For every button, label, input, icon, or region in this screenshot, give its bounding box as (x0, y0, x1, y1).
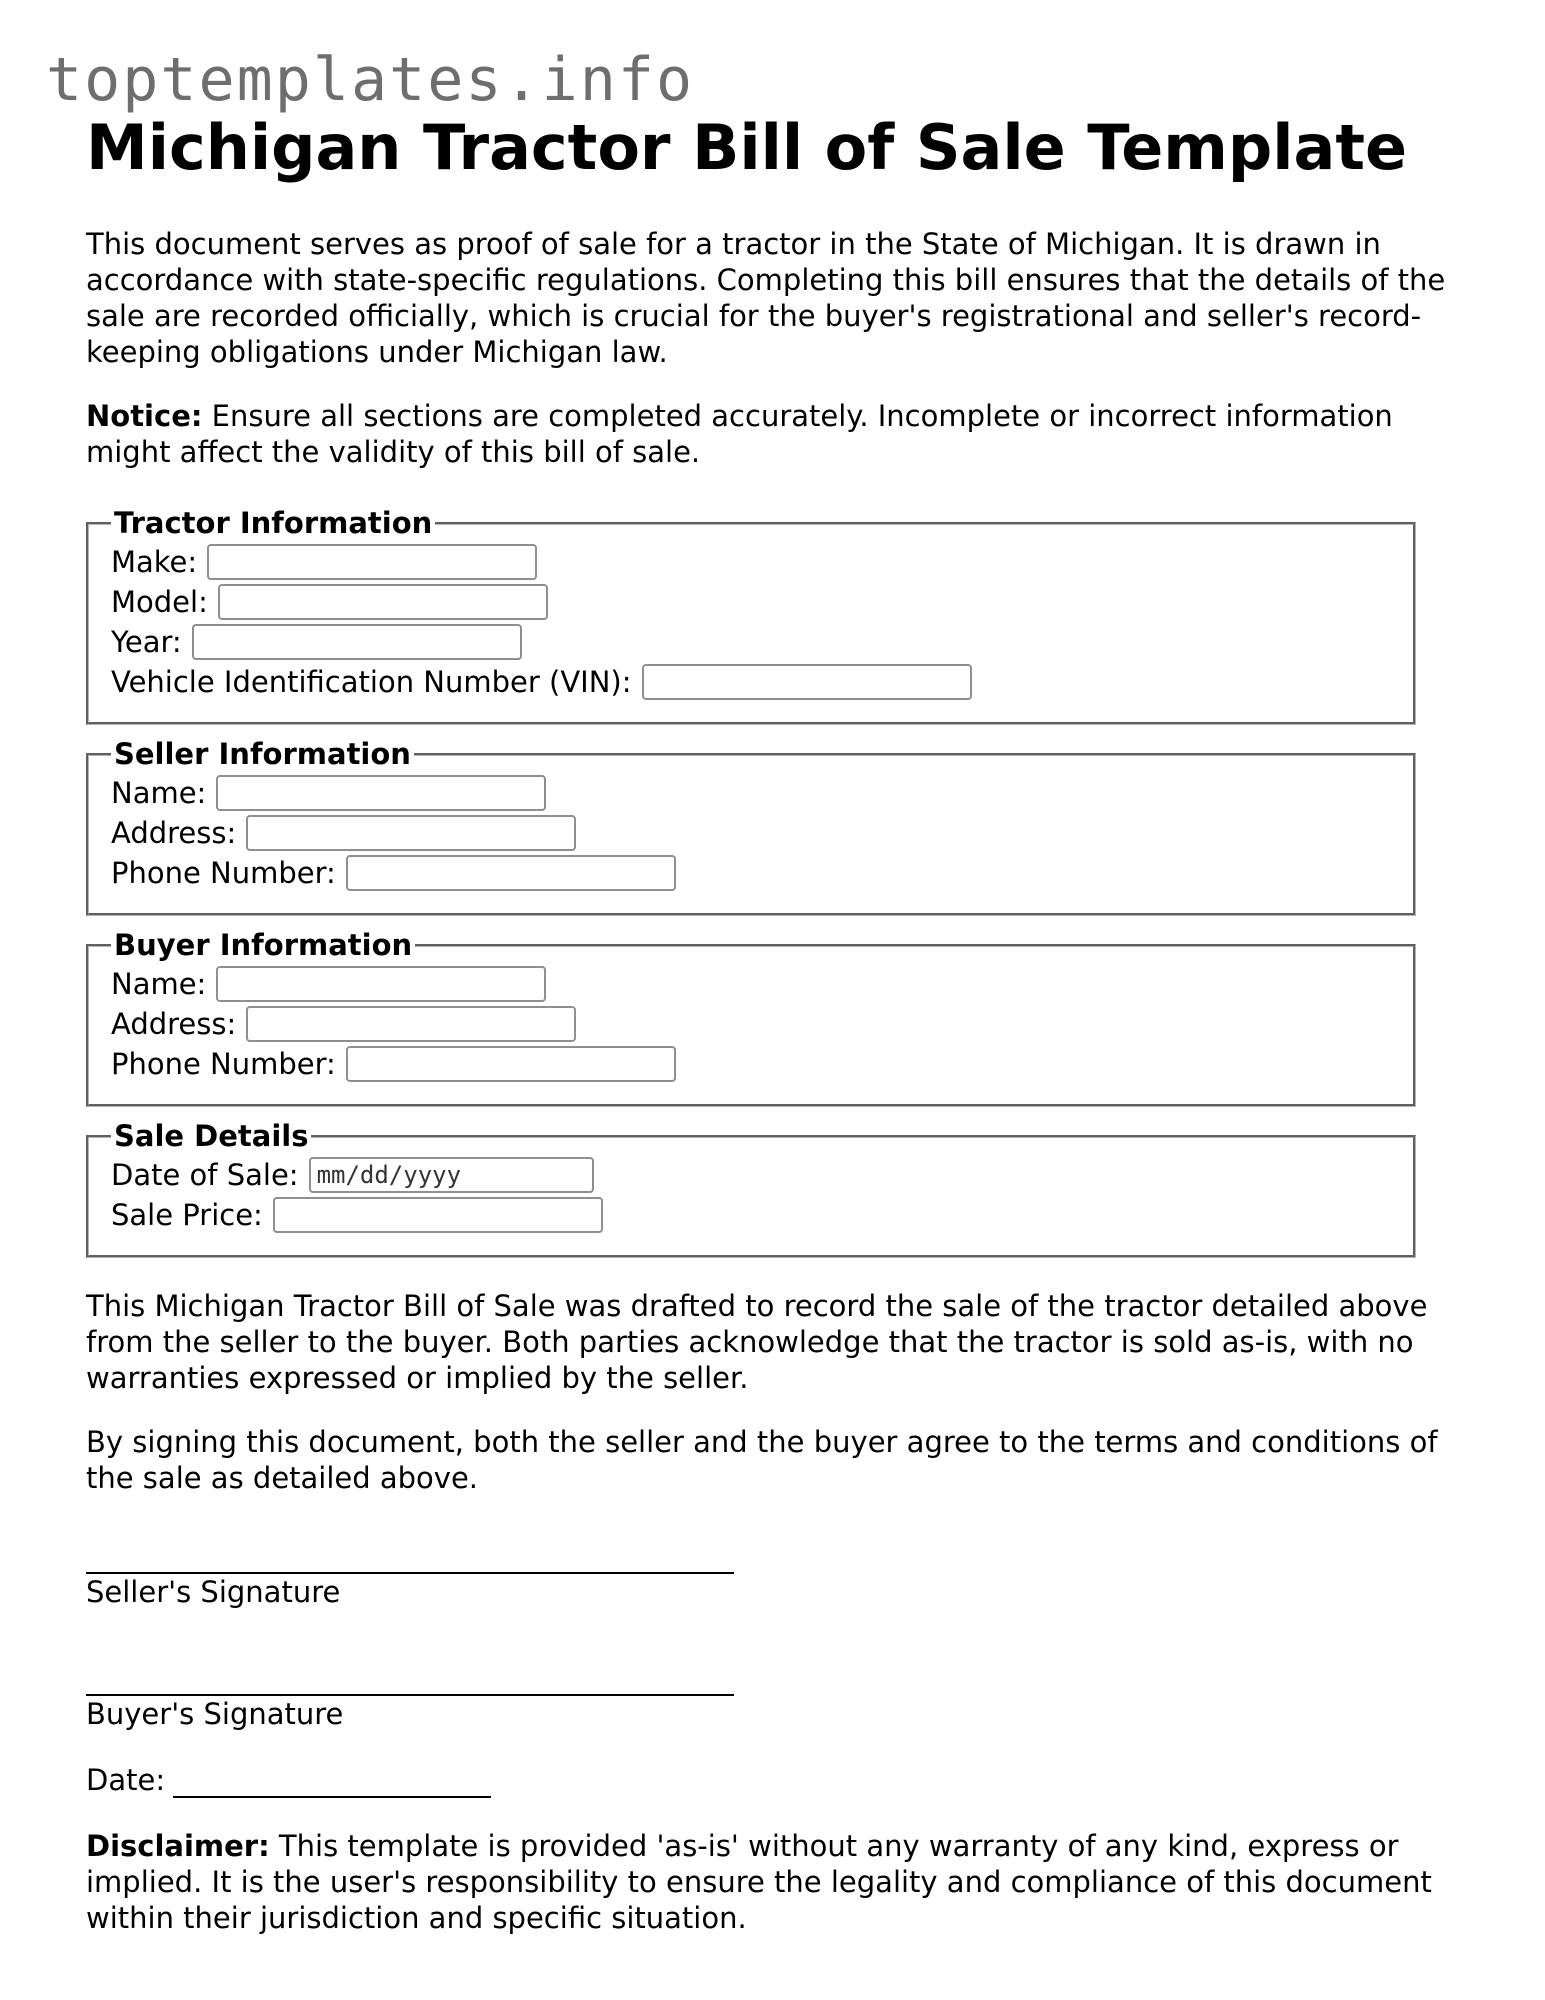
vin-row (111, 662, 1391, 702)
model-label: Model: (111, 585, 208, 619)
seller-signature-label: Seller's Signature (86, 1575, 341, 1609)
buyer-address-label: Address: (111, 1007, 237, 1041)
seller-information-legend: Seller Information (114, 737, 411, 771)
disclaimer-label: Disclaimer: (86, 1829, 270, 1863)
buyer-phone-label: Phone Number: (111, 1047, 336, 1081)
seller-phone-input[interactable] (346, 855, 676, 891)
seller-address-input[interactable] (246, 815, 576, 851)
site-watermark: toptemplates.info (46, 45, 695, 115)
seller-address-label: Address: (111, 816, 237, 850)
disclaimer-text: This template is provided 'as-is' without any warranty of any kind, express or implied. It is the user's responsibility to ensure the legality and compliance of this document within their jurisdiction and specific situation. (86, 1829, 1432, 1935)
seller-phone-label: Phone Number: (111, 856, 336, 890)
seller-information-section (86, 737, 1416, 916)
year-label: Year: (111, 625, 182, 659)
date-of-sale-input[interactable] (309, 1157, 594, 1193)
buyer-phone-input[interactable] (346, 1046, 676, 1082)
date-of-sale-label: Date of Sale: (111, 1158, 299, 1192)
make-input[interactable] (207, 544, 537, 580)
page-title: Michigan Tractor Bill of Sale Template (86, 111, 1408, 184)
signature-date-label: Date: (86, 1763, 166, 1797)
disclaimer-paragraph (86, 1828, 1466, 1936)
notice-label: Notice: (86, 399, 203, 433)
make-label: Make: (111, 545, 198, 579)
buyer-information-section (86, 928, 1416, 1107)
notice-paragraph (86, 398, 1466, 470)
intro-paragraph: This document serves as proof of sale for a tractor in the State of Michigan. It is drawn in accordance with state-specific regulations. Completing this bill ensures that the details of the sale are recorded officially, which is crucial for the buyer's registrational and seller's record-keeping obligations under Michigan law. (86, 227, 1446, 369)
seller-signature-line[interactable] (86, 1536, 734, 1574)
vin-label: Vehicle Identification Number (VIN): (111, 665, 632, 699)
tractor-information-legend: Tractor Information (114, 506, 433, 540)
seller-name-label: Name: (111, 776, 207, 810)
seller-address-row (111, 813, 1391, 853)
buyer-address-row (111, 1004, 1391, 1044)
buyer-information-legend: Buyer Information (114, 928, 413, 962)
agreement-paragraph: By signing this document, both the seller and the buyer agree to the terms and conditions of the sale as detailed above. (86, 1425, 1438, 1495)
buyer-phone-row (111, 1044, 1391, 1084)
tractor-information-section (86, 506, 1416, 725)
buyer-signature-label: Buyer's Signature (86, 1697, 344, 1731)
seller-name-input[interactable] (216, 775, 546, 811)
date-of-sale-row (111, 1155, 1391, 1195)
buyer-signature-line[interactable] (86, 1658, 734, 1696)
sale-price-input[interactable] (273, 1197, 603, 1233)
buyer-address-input[interactable] (246, 1006, 576, 1042)
signature-date-line[interactable] (173, 1766, 491, 1798)
vin-input[interactable] (642, 664, 972, 700)
seller-phone-row (111, 853, 1391, 893)
document-body (86, 108, 1466, 1936)
buyer-name-label: Name: (111, 967, 207, 1001)
signature-date-row (86, 1762, 1466, 1798)
model-row (111, 582, 1391, 622)
year-input[interactable] (192, 624, 522, 660)
make-row (111, 542, 1391, 582)
buyer-name-input[interactable] (216, 966, 546, 1002)
sale-details-section (86, 1119, 1416, 1258)
seller-name-row (111, 773, 1391, 813)
year-row (111, 622, 1391, 662)
model-input[interactable] (218, 584, 548, 620)
notice-text: Ensure all sections are completed accurately. Incomplete or incorrect information might affect the validity of this bill of sale. (86, 399, 1393, 469)
sale-details-legend: Sale Details (114, 1119, 309, 1153)
closing-paragraph: This Michigan Tractor Bill of Sale was drafted to record the sale of the tractor detailed above from the seller to the buyer. Both parties acknowledge that the tractor is sold as-is, with no warranties expressed or implied by the seller. (86, 1289, 1428, 1395)
buyer-name-row (111, 964, 1391, 1004)
sale-price-label: Sale Price: (111, 1198, 263, 1232)
sale-price-row (111, 1195, 1391, 1235)
